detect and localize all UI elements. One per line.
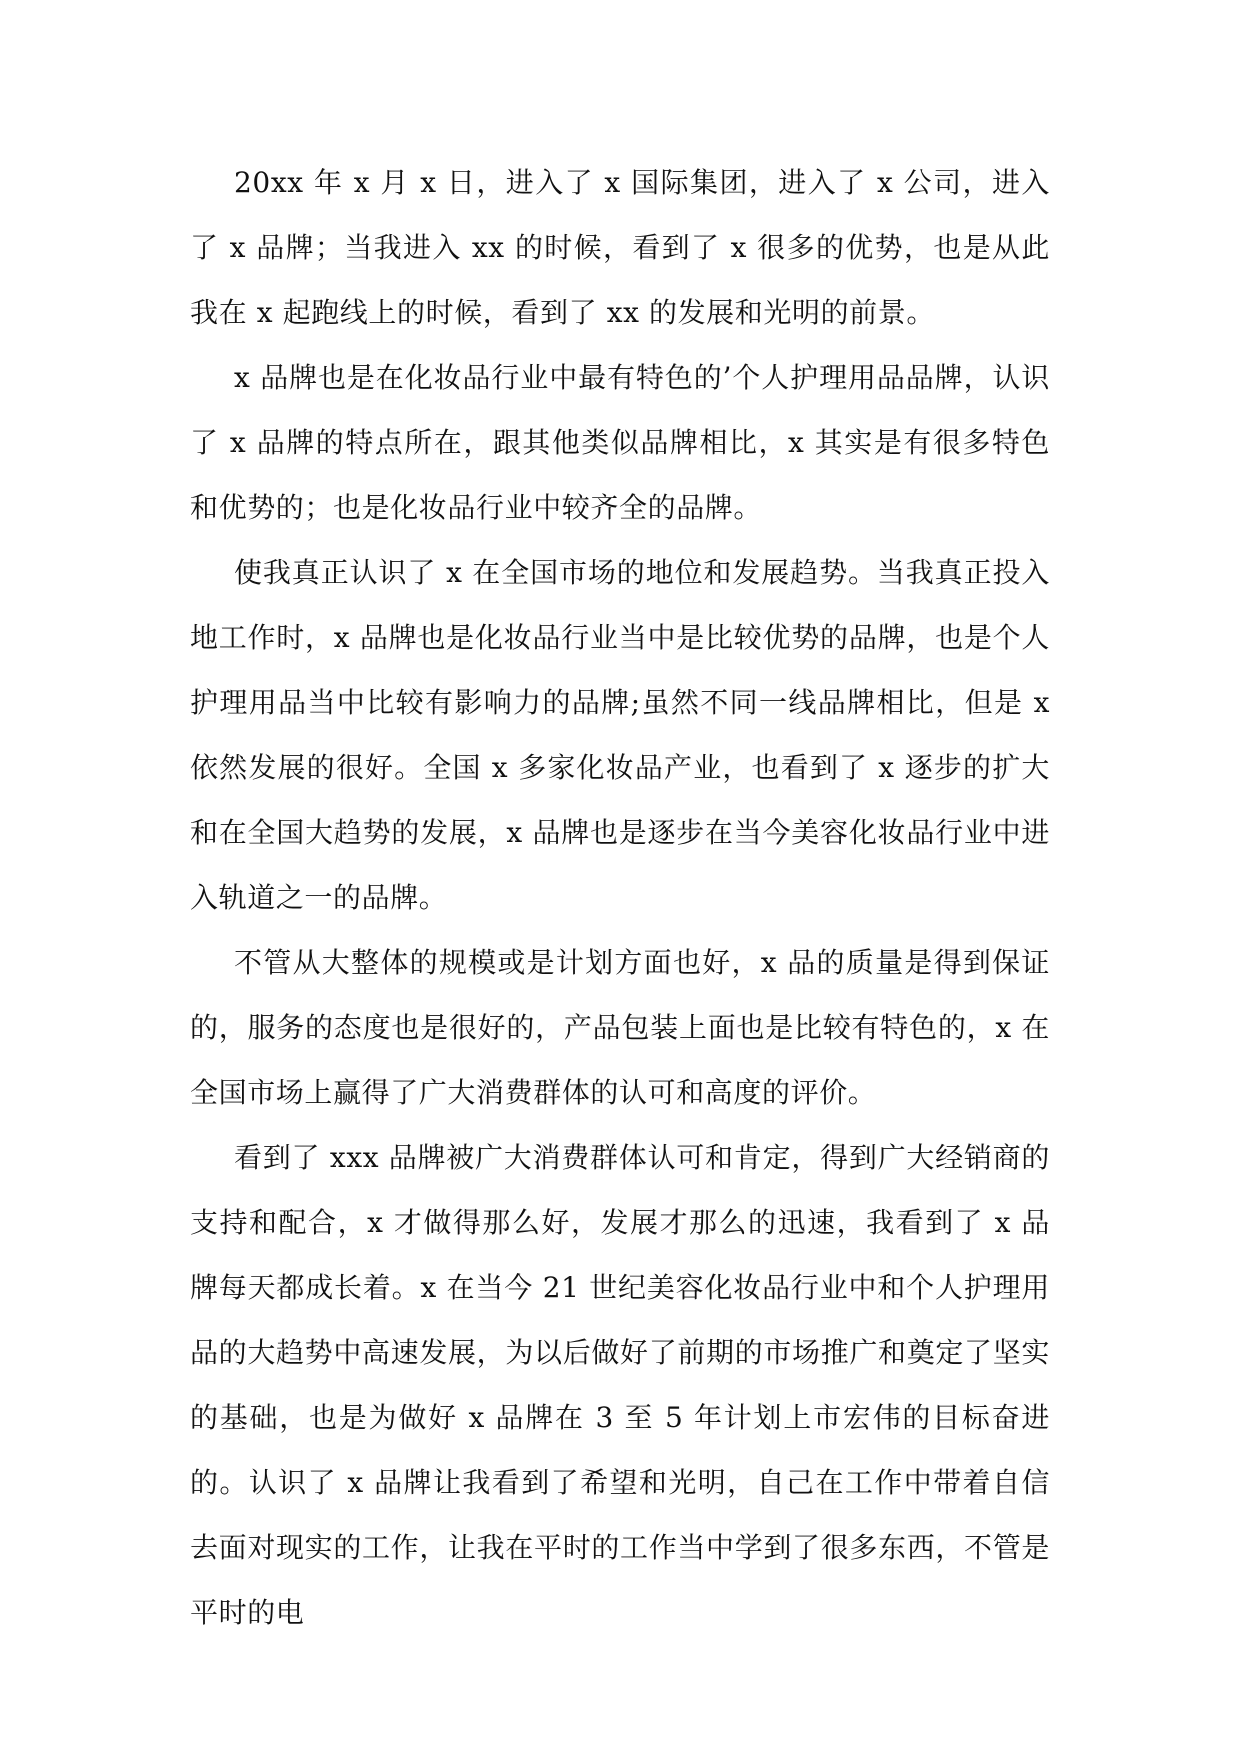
paragraph-2: x 品牌也是在化妆品行业中最有特色的’个人护理用品品牌，认识了 x 品牌的特点所在，跟其他类似品牌相比，x 其实是有很多特色和优势的；也是化妆品行业中较齐全的品牌。 [190, 361, 1050, 524]
paragraph-5: 看到了 xxx 品牌被广大消费群体认可和肯定，得到广大经销商的支持和配合，x 才做得那么好，发展才那么的迅速，我看到了 x 品牌每天都成长着。x 在当今 21 世纪美容化妆品行业中和个人护理用品的大趋势中高速发展，为以后做好了前期的市场推广和奠定了坚实的基础，也是为做好 x 品牌在 3 至 5 年计划上市宏伟的目标奋进的。认识了 x 品牌让我看到了希望和光明，自己在工作中带着自信去面对现实的工作，让我在平时的工作当中学到了很多东西，不管是平时的电 [190, 1141, 1050, 1629]
paragraph-3: 使我真正认识了 x 在全国市场的地位和发展趋势。当我真正投入地工作时，x 品牌也是化妆品行业当中是比较优势的品牌，也是个人护理用品当中比较有影响力的品牌;虽然不同一线品牌相比，但是 x 依然发展的很好。全国 x 多家化妆品产业，也看到了 x 逐步的扩大和在全国大趋势的发展，x 品牌也是逐步在当今美容化妆品行业中进入轨道之一的品牌。 [190, 556, 1050, 914]
paragraph-1: 20xx 年 x 月 x 日，进入了 x 国际集团，进入了 x 公司，进入了 x 品牌；当我进入 xx 的时候，看到了 x 很多的优势，也是从此我在 x 起跑线上的时候，看到了 xx 的发展和光明的前景。 [190, 166, 1050, 329]
paragraph-4: 不管从大整体的规模或是计划方面也好，x 品的质量是得到保证的，服务的态度也是很好的，产品包装上面也是比较有特色的，x 在全国市场上赢得了广大消费群体的认可和高度的评价。 [190, 946, 1050, 1109]
body-text [190, 150, 1050, 1645]
